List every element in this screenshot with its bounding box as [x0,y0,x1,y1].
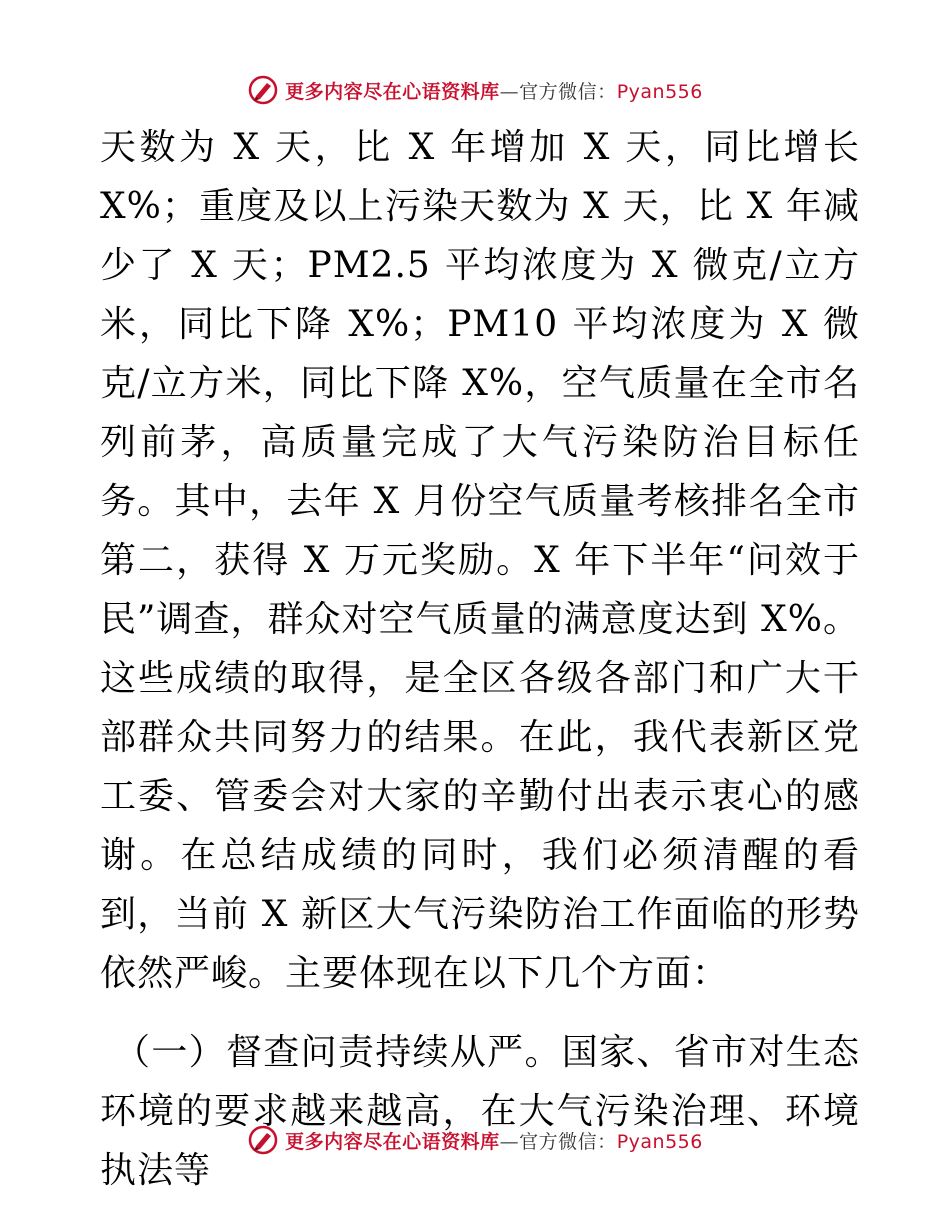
watermark-brand: 更多内容尽在心语资料库 [285,80,500,103]
header-watermark [0,70,950,110]
brush-pen-logo-icon [247,74,279,106]
watermark-brand: 更多内容尽在心语资料库 [285,1130,500,1153]
watermark-separator: — [499,80,520,103]
body-paragraph-1: 天数为 X 天，比 X 年增加 X 天，同比增长 X%；重度及以上污染天数为 X 天，比 X 年减少了 X 天；PM2.5 平均浓度为 X 微克/立方米，同比下降 X%；PM10 平均浓度为 X 微克/立方米，同比下降 X%，空气质量在全市名列前茅，高质量完成了大气污染防治目标任务。其中，去年 X 月份空气质量考核排名全市第二，获得 X 万元奖励。X 年下半年“问效于民”调查，群众对空气质量的满意度达到 X%。这些成绩的取得，是全区各级各部门和广大干部群众共同努力的结果。在此，我代表新区党工委、管委会对大家的辛勤付出表示衷心的感谢。在总结成绩的同时，我们必须清醒的看到，当前 X 新区大气污染防治工作面临的形势依然严峻。主要体现在以下几个方面： [100,127,860,994]
watermark-wechat-id: Pyan556 [616,80,703,103]
watermark-line [285,1127,703,1154]
footer-watermark [0,1120,950,1160]
document-body [100,118,860,1200]
watermark-wechat-label: 官方微信： [519,80,617,103]
watermark-wechat-id: Pyan556 [616,1130,703,1153]
watermark-separator: — [499,1130,520,1153]
watermark-line [285,77,703,104]
body-paragraph-2: （一）督查问责持续从严。国家、省市对生态环境的要求越来越高，在大气污染治理、环境执法等 [100,1032,860,1191]
watermark-wechat-label: 官方微信： [519,1130,617,1153]
brush-pen-logo-icon [247,1124,279,1156]
